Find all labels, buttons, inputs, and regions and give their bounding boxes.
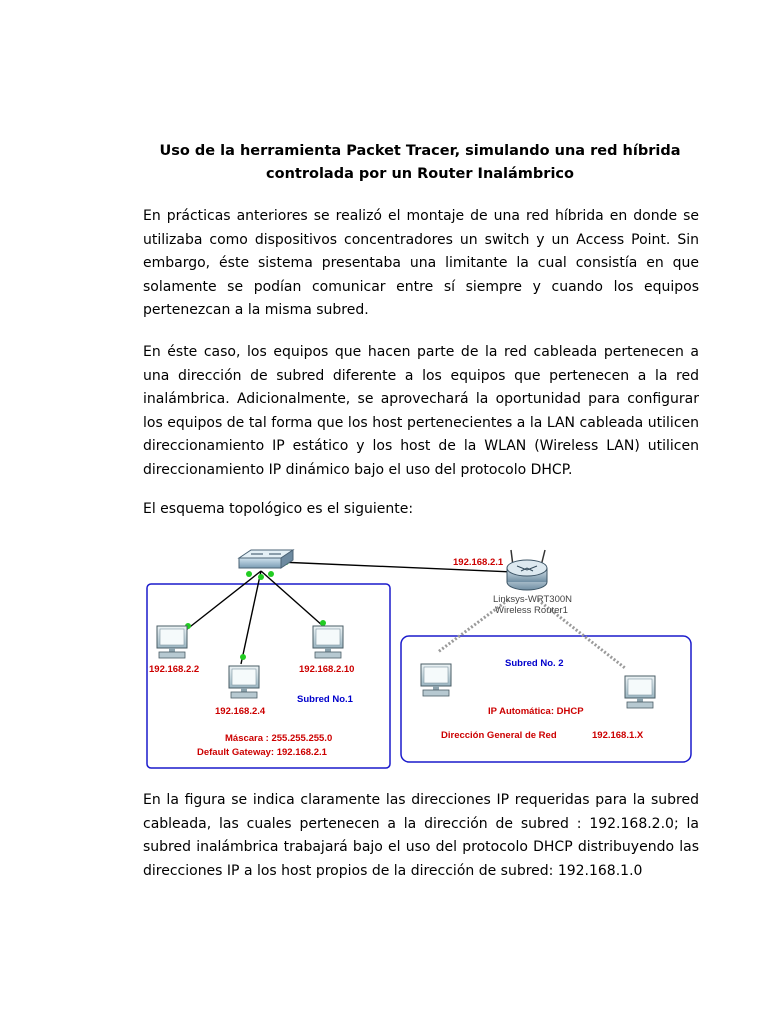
pc3-ip-label: 192.168.2.10 (299, 664, 355, 675)
link-status-dots (185, 559, 513, 660)
pc2-icon (229, 666, 259, 698)
pc-wireless-1-icon (421, 664, 451, 696)
paragraph-case: En éste caso, los equipos que hacen parte de la red cableada pertenecen a una dirección de subred diferente a los equipos que pertenecen a la red inalámbrica. Adicionalmente, se aprovechará la oportunidad para configurar los equipos de tal forma que los host pertenecientes a la LAN cableada utilicen direccionamiento IP estático y los host de la WLAN (Wireless LAN) utilicen direccionamiento IP dinámico bajo el uso del protocolo DHCP. (143, 344, 699, 478)
paragraph-schema-intro: El esquema topológico es el siguiente: (143, 501, 414, 517)
router-model-label: Linksys-WRT300N (493, 594, 573, 605)
pc1-icon (157, 626, 187, 658)
network-topology-diagram (143, 540, 699, 772)
wireless-router-icon (507, 550, 547, 590)
router-ip-label: 192.168.2.1 (453, 557, 504, 568)
router-name-label: Wireless Router1 (495, 605, 568, 616)
title-line-2: controlada por un Router Inalámbrico (266, 166, 574, 182)
switch-icon (239, 550, 293, 568)
dhcp-label: IP Automática: DHCP (488, 706, 584, 717)
pc1-ip-label: 192.168.2.2 (149, 664, 200, 675)
link-switch-pc3 (261, 571, 323, 626)
document-title (140, 140, 700, 186)
paragraph-intro: En prácticas anteriores se realizó el montaje de una red híbrida en donde se utilizaba como dispositivos concentradores un switch y un Access Point. Sin embargo, éste sistema presentaba una limitante la cual consistía en que solamente se podían comunicar entre sí siempre y cuando los equipos pertenezcan a la misma subred. (143, 208, 699, 318)
pc3-icon (313, 626, 343, 658)
subnet2-label: Subred No. 2 (505, 658, 564, 669)
title-line-1: Uso de la herramienta Packet Tracer, simulando una red híbrida (159, 143, 681, 159)
gateway-label: Default Gateway: 192.168.2.1 (197, 747, 327, 758)
subnet1-label: Subred No.1 (297, 694, 353, 705)
network-value-label: 192.168.1.X (592, 730, 644, 741)
pc2-ip-label: 192.168.2.4 (215, 706, 266, 717)
network-label: Dirección General de Red (441, 730, 557, 741)
paragraph-explanation: En la figura se indica claramente las direcciones IP requeridas para la subred cableada, las cuales pertenecen a la dirección de subred : 192.168.2.0; la subred inalámbrica trabajará bajo el uso del protocolo DHCP distribuyendo las direcciones IP a los host propios de la dirección de subred: 192.168.1.0 (143, 792, 699, 879)
pc-wireless-2-icon (625, 676, 655, 708)
mask-label: Máscara : 255.255.255.0 (225, 733, 333, 744)
subnet2-box (401, 636, 691, 762)
